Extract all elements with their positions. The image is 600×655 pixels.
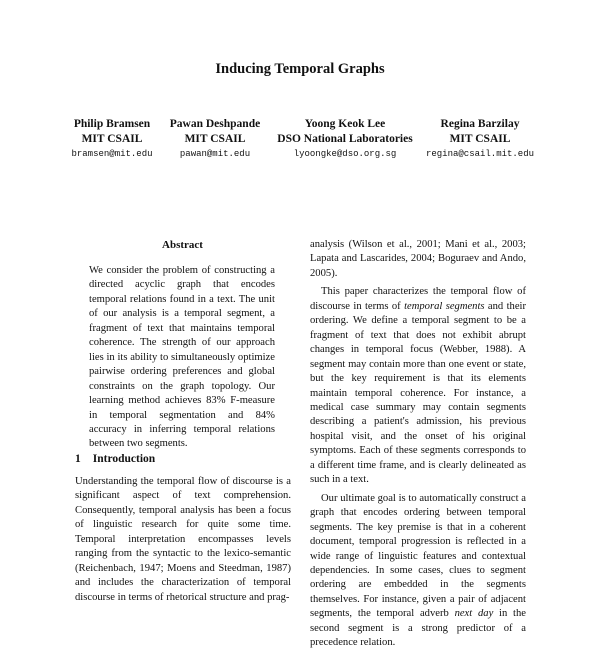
emphasis: next day — [454, 608, 494, 620]
emphasis: temporal segments — [404, 300, 485, 312]
author-affiliation: MIT CSAIL — [449, 133, 511, 145]
author-name: Yoong Keok Lee — [304, 118, 386, 130]
paragraph: analysis (Wilson et al., 2001; Mani et al., 2003; Lapata and Lascarides, 2004; Boguraev and Ando, 2005). — [310, 239, 526, 279]
author-email: lyoongke@dso.org.sg — [293, 149, 397, 159]
author-1 — [62, 117, 162, 161]
text: in the second segment is a strong predictor of a precedence relation. — [310, 608, 526, 649]
author-name: Regina Barzilay — [440, 118, 520, 130]
text: This paper characterizes the temporal flow of discourse in terms of — [310, 286, 526, 312]
paper-title: Inducing Temporal Graphs — [215, 61, 385, 77]
paragraph: Understanding the temporal flow of discourse is a significant aspect of text comprehension. Consequently, temporal analysis has been a focus of linguistic research for quite some time. Temporal interpretation encompasses levels ranging from the syntactic to the lexico-semantic (Reichenbach, 1947; Moens and Steedman, 1987) and includes the characterization of temporal discourse in terms of rhetorical structure and prag- — [75, 476, 291, 603]
abstract-heading: Abstract — [162, 239, 203, 251]
author-name: Pawan Deshpande — [169, 118, 261, 130]
author-email: bramsen@mit.edu — [71, 149, 153, 159]
paragraph — [310, 285, 526, 487]
author-affiliation: MIT CSAIL — [81, 133, 143, 145]
author-4 — [420, 117, 540, 161]
author-email: regina@csail.mit.edu — [425, 149, 535, 159]
section-title: Introduction — [92, 453, 156, 465]
text: and their ordering. We define a temporal segment to be a fragment of text that does not exhibit abrupt changes in temporal focus (Webber, 1988). A segment may contain more than one event or state, but the key requirement is that its elements maintain temporal coherence. For instance, a medical case summary may contain segments describing a patient's admission, his previous hospital visit, and the onset of his original symptoms. Each of these segments corresponds to a different time frame, and is clearly delineated as such in a text. — [310, 300, 526, 486]
text: Our ultimate goal is to automatically construct a graph that encodes ordering between temporal segments. The key premise is that in a coherent document, temporal progression is reflected in a wide range of linguistic features and contextual dependencies. In some cases, clues to segment ordering are embedded in the segments themselves. For instance, given a pair of adjacent segments, the temporal adverb — [310, 492, 526, 620]
paragraph — [310, 492, 526, 651]
introduction-text — [75, 475, 291, 605]
author-affiliation: MIT CSAIL — [184, 133, 246, 145]
author-email: pawan@mit.edu — [179, 149, 251, 159]
right-column — [310, 238, 526, 655]
section-number: 1 — [75, 453, 81, 465]
author-2 — [160, 117, 270, 161]
author-affiliation: DSO National Laboratories — [277, 133, 413, 145]
author-name: Philip Bramsen — [73, 118, 151, 130]
abstract-text: We consider the problem of constructing a directed acyclic graph that encodes temporal relations found in a text. The unit of our analysis is a temporal segment, a fragment of text that maintains temporal coherence. The strength of our approach lies in its ability to simultaneously optimize pairwise ordering preferences and global constraints on the graph topology. Our learning method achieves 83% F-measure in temporal segmentation and 84% accuracy in inferring temporal relations between two segments. — [89, 265, 275, 450]
section-heading-introduction — [75, 453, 155, 465]
author-3 — [270, 117, 420, 161]
